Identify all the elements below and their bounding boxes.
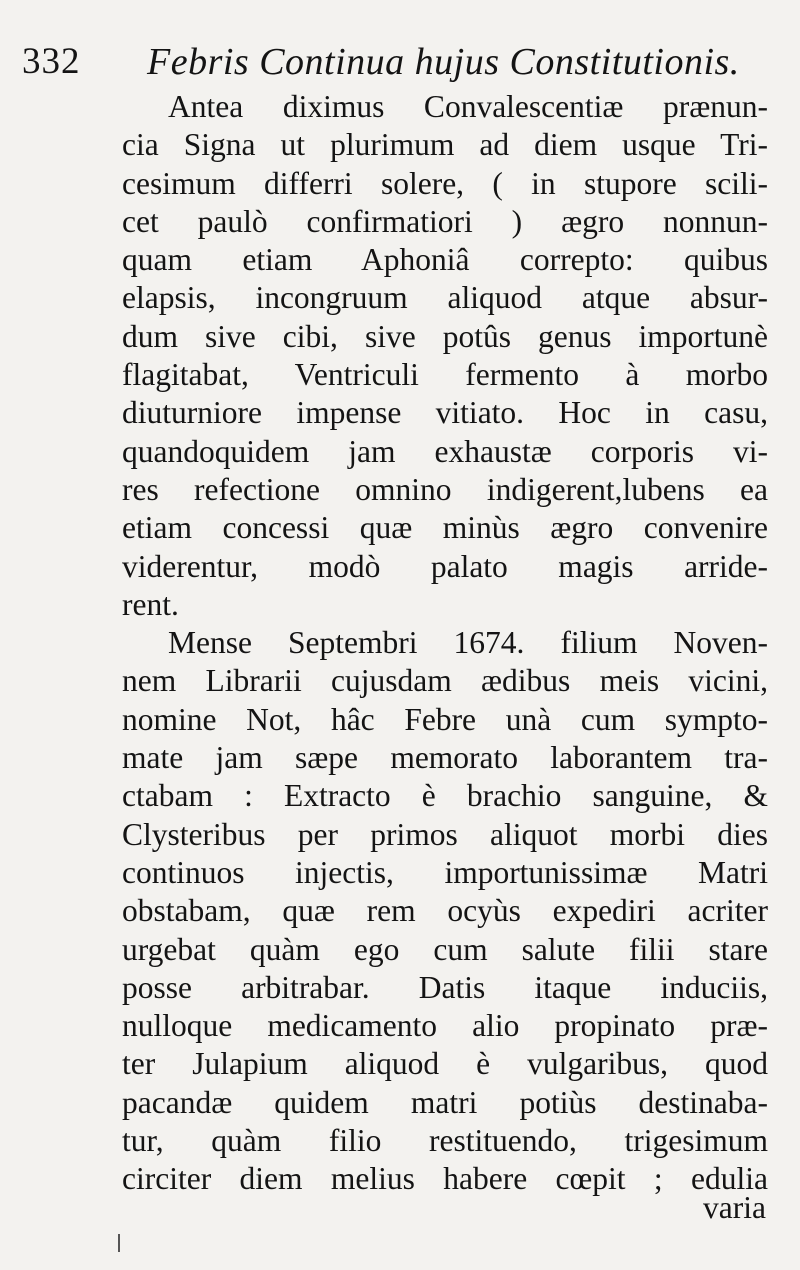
text-line: Antea diximus Convalescentiæ prænun- bbox=[168, 89, 768, 124]
text-line: Mense Septembri 1674. filium Noven- bbox=[168, 625, 768, 661]
text-line: cia Signa ut plurimum ad diem usque Tri- bbox=[122, 127, 768, 163]
text-line: ter Julapium aliquod è vulgaribus, quod bbox=[122, 1046, 768, 1082]
text-line: rent. bbox=[122, 586, 179, 622]
text-line: mate jam sæpe memorato laborantem tra- bbox=[122, 740, 768, 776]
text-line: cet paulò confirmatiori ) ægro nonnun- bbox=[122, 203, 768, 239]
text-line: continuos injectis, importunissimæ Matri bbox=[122, 854, 768, 890]
text-line: Clysteribus per primos aliquot morbi dies bbox=[122, 816, 768, 852]
paragraph-2 bbox=[122, 624, 768, 1198]
text-line: dum sive cibi, sive potûs genus importunè bbox=[122, 318, 768, 354]
text-line: viderentur, modò palato magis arride- bbox=[122, 548, 768, 584]
text-line: elapsis, incongruum aliquod atque absur- bbox=[122, 280, 768, 316]
text-line: tur, quàm filio restituendo, trigesimum bbox=[122, 1123, 768, 1159]
text-line: res refectione omnino indigerent,lubens ea bbox=[122, 471, 768, 507]
text-line: pacandæ quidem matri potiùs destinaba- bbox=[122, 1084, 768, 1120]
text-line: cesimum differri solere, ( in stupore scili- bbox=[122, 165, 768, 201]
text-line: nulloque medicamento alio propinato præ- bbox=[122, 1008, 768, 1044]
text-line: urgebat quàm ego cum salute filii stare bbox=[122, 931, 768, 967]
text-line: circiter diem melius habere cœpit ; edulia bbox=[122, 1161, 768, 1197]
text-line: etiam concessi quæ minùs ægro convenire bbox=[122, 510, 768, 546]
text-line: quam etiam Aphoniâ correpto: quibus bbox=[122, 242, 768, 278]
text-line: nomine Not, hâc Febre unà cum sympto- bbox=[122, 701, 768, 737]
text-line: ctabam : Extracto è brachio sanguine, & bbox=[122, 778, 768, 814]
paragraph-1 bbox=[122, 88, 768, 624]
text-line: flagitabat, Ventriculi fermento à morbo bbox=[122, 357, 768, 393]
page-number: 332 bbox=[22, 41, 81, 82]
text-line: obstabam, quæ rem ocyùs expediri acriter bbox=[122, 893, 768, 929]
text-line: diuturniore impense vitiato. Hoc in casu, bbox=[122, 395, 768, 431]
text-line: quandoquidem jam exhaustæ corporis vi- bbox=[122, 433, 768, 469]
ink-speck bbox=[118, 1234, 120, 1252]
text-line: nem Librarii cujusdam ædibus meis vicini, bbox=[122, 663, 768, 699]
running-head: Febris Continua hujus Constitutionis. bbox=[147, 41, 740, 83]
text-line: posse arbitrabar. Datis itaque induciis, bbox=[122, 969, 768, 1005]
catchword: varia bbox=[703, 1190, 766, 1225]
body-text bbox=[122, 88, 768, 1199]
